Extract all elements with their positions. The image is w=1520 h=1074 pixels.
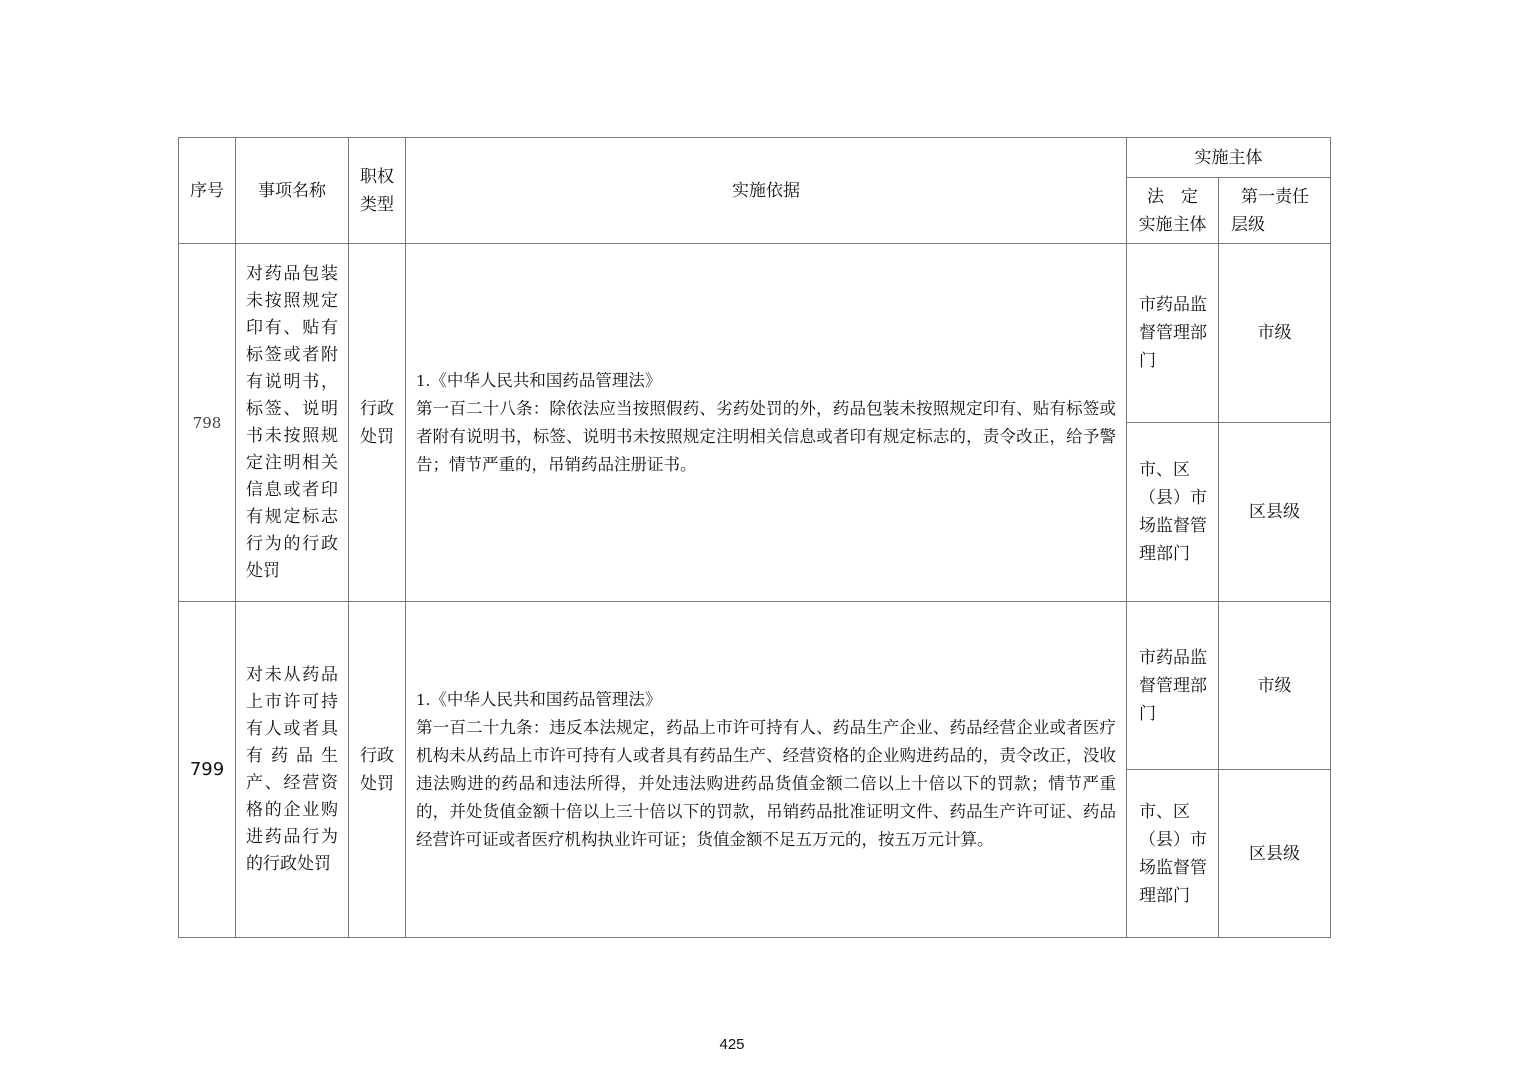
row-seq: 799 — [179, 602, 236, 938]
row-basis-law-title: 《中华人民共和国药品管理法》 — [430, 689, 662, 709]
row-item-name: 对未从药品上市许可持有人或者具有药品生产、经营资格的企业购进药品行为的行政处罚 — [236, 602, 349, 938]
header-legal-entity — [1127, 178, 1219, 244]
row-seq: 798 — [179, 244, 236, 602]
table-row — [179, 602, 1331, 770]
row-type-line1: 行政 — [360, 745, 394, 766]
row-legal-entity: 市、区（县）市场监督管理部门 — [1127, 423, 1219, 602]
row-type-line2: 处罚 — [360, 426, 394, 447]
header-basis: 实施依据 — [406, 138, 1127, 244]
header-legal-entity-line1: 法 定 — [1147, 186, 1198, 207]
header-legal-entity-line2: 实施主体 — [1138, 214, 1207, 235]
header-first-level-line2: 层级 — [1231, 214, 1265, 235]
row-basis-law — [416, 686, 1116, 714]
row-basis — [406, 244, 1127, 602]
row-first-level: 区县级 — [1219, 423, 1331, 602]
row-basis-text: 第一百二十九条：违反本法规定，药品上市许可持有人、药品生产企业、药品经营企业或者医疗机构未从药品上市许可持有人或者具有药品生产、经营资格的企业购进药品的，责令改正，没收违法购进的药品和违法所得，并处违法购进药品货值金额二倍以上十倍以下的罚款；情节严重的，并处货值金额十倍以上三十倍以下的罚款，吊销药品批准证明文件、药品生产许可证、药品经营许可证或者医疗机构执业许可证；货值金额不足五万元的，按五万元计算。 — [416, 717, 1116, 849]
header-entity-group: 实施主体 — [1127, 138, 1331, 178]
row-basis-law-title: 《中华人民共和国药品管理法》 — [430, 370, 662, 390]
header-item-name: 事项名称 — [236, 138, 349, 244]
row-first-level: 市级 — [1219, 602, 1331, 770]
header-row-1 — [179, 138, 1331, 178]
page-number: 425 — [719, 1036, 745, 1053]
row-legal-entity: 市药品监督管理部门 — [1127, 602, 1219, 770]
row-authority-type — [349, 602, 406, 938]
row-legal-entity: 市、区（县）市场监督管理部门 — [1127, 770, 1219, 938]
row-legal-entity: 市药品监督管理部门 — [1127, 244, 1219, 423]
row-basis-text: 第一百二十八条：除依法应当按照假药、劣药处罚的外，药品包装未按照规定印有、贴有标签或者附有说明书，标签、说明书未按照规定注明相关信息或者印有规定标志的，责令改正，给予警告；情节严重的，吊销药品注册证书。 — [416, 398, 1116, 474]
row-basis-num: 1. — [416, 371, 431, 390]
row-type-line1: 行政 — [360, 398, 394, 419]
header-first-level — [1219, 178, 1331, 244]
header-seq: 序号 — [179, 138, 236, 244]
enforcement-items-table — [178, 137, 1331, 938]
header-authority-type-line2: 类型 — [360, 194, 394, 215]
row-authority-type — [349, 244, 406, 602]
header-first-level-line1: 第一责任 — [1241, 186, 1309, 207]
row-item-name: 对药品包装未按照规定印有、贴有标签或者附有说明书，标签、说明书未按照规定注明相关信息或者印有规定标志行为的行政处罚 — [236, 244, 349, 602]
table-row — [179, 244, 1331, 423]
row-basis-law — [416, 367, 1116, 395]
row-type-line2: 处罚 — [360, 773, 394, 794]
header-authority-type-line1: 职权 — [360, 166, 394, 187]
row-first-level: 区县级 — [1219, 770, 1331, 938]
row-first-level: 市级 — [1219, 244, 1331, 423]
row-basis-num: 1. — [416, 690, 431, 709]
row-basis — [406, 602, 1127, 938]
header-authority-type — [349, 138, 406, 244]
